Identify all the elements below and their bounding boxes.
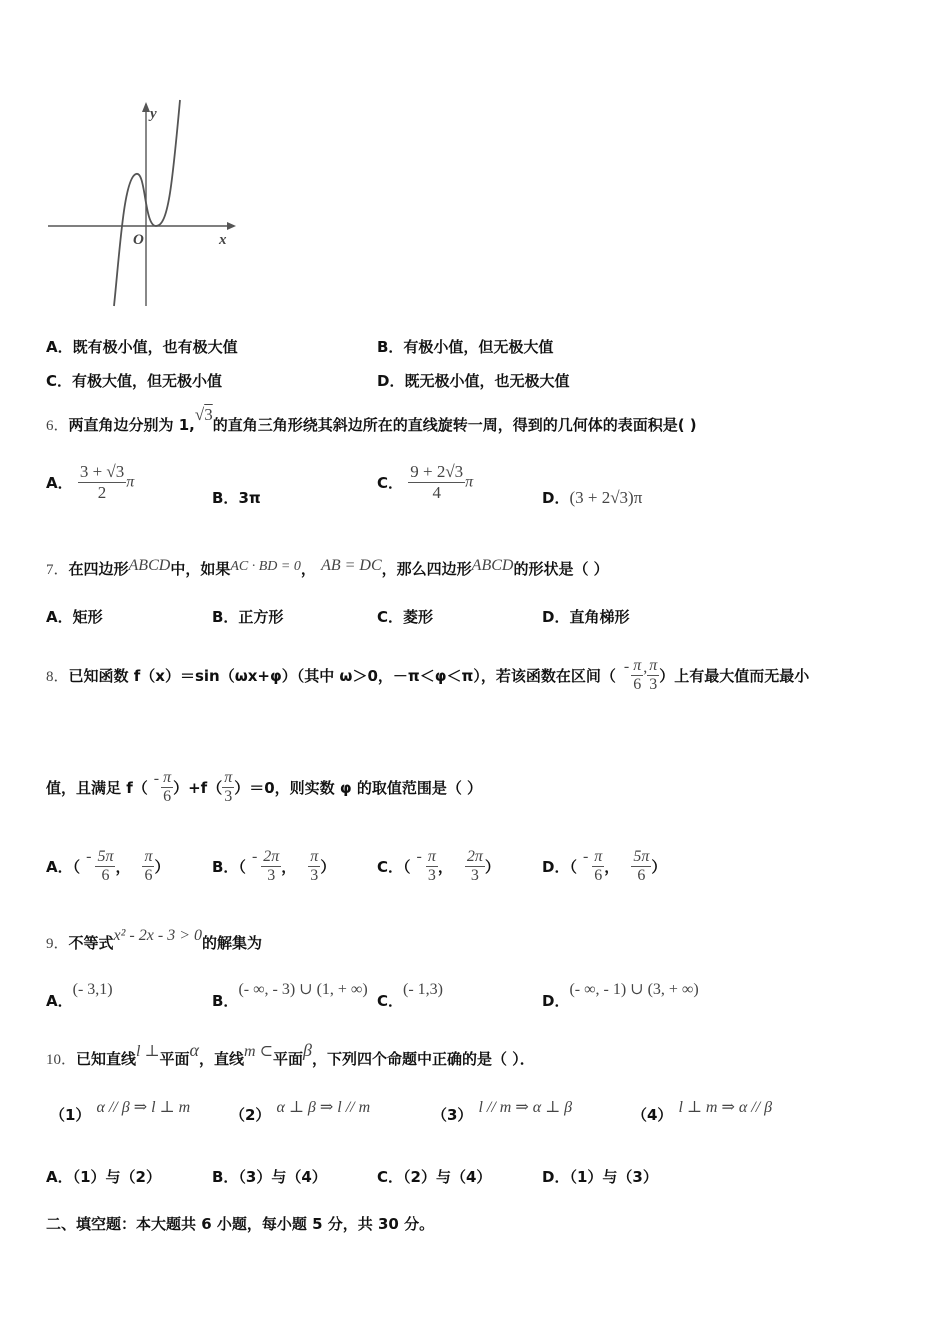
- q10-proposition-4: （4） l ⊥ m ⇒ α // β: [632, 1099, 773, 1124]
- q9-option-d[interactable]: D．(- ∞, - 1) ∪ (3, + ∞): [542, 981, 699, 1010]
- sqrt3-symbol: √3: [194, 405, 213, 424]
- q6-option-d[interactable]: D．(3 + 2√3)π: [542, 488, 643, 507]
- q7-option-a[interactable]: A．矩形: [46, 608, 103, 626]
- q5-option-d[interactable]: D．既无极小值，也无极大值: [377, 372, 570, 390]
- q6-option-a[interactable]: A． $\frac{3 + √3}{2}$ π: [46, 462, 135, 502]
- q7-option-b[interactable]: B．正方形: [212, 608, 284, 626]
- question-6: 6．两直角边分别为 1,√3的直角三角形绕其斜边所在的直线旋转一周，得到的几何体的表面积是( ): [46, 405, 697, 434]
- q10-proposition-2: （2） α ⊥ β ⇒ l // m: [230, 1099, 371, 1124]
- q10-option-b[interactable]: B．（3）与（4）: [212, 1168, 327, 1186]
- section-2-heading: 二、填空题：本大题共 6 小题，每小题 5 分，共 30 分。: [46, 1215, 435, 1233]
- question-9: 9．不等式x² - 2x - 3 > 0的解集为: [46, 927, 262, 952]
- q5-option-b[interactable]: B．有极小值，但无极大值: [377, 338, 554, 356]
- question-8-line-2: 值，且满足 f（ - $\frac{\pi}{6}$ ）+f（ $\frac{\pi}{3}$ ）＝0，则实数 φ 的取值范围是（ ）: [46, 768, 483, 805]
- q10-option-d[interactable]: D．（1）与（3）: [542, 1168, 658, 1186]
- question-10: 10．已知直线l ⊥平面α，直线m ⊂平面β，下列四个命题中正确的是（ ）．: [46, 1040, 535, 1068]
- q10-option-c[interactable]: C．（2）与（4）: [377, 1168, 492, 1186]
- q10-option-a[interactable]: A．（1）与（2）: [46, 1168, 161, 1186]
- q9-option-c[interactable]: C．(- 1,3): [377, 981, 443, 1010]
- q6-option-b[interactable]: B．3π: [212, 489, 261, 507]
- q8-option-c[interactable]: C．（ - $\frac{\pi}{3}$ ， $\frac{2\pi}{3}$ ）: [377, 847, 500, 884]
- q6-option-c[interactable]: C． $\frac{9 + 2√3}{4}$ π: [377, 462, 474, 502]
- cubic-function-graph: [44, 98, 250, 308]
- q8-option-a[interactable]: A．（ - $\frac{5\pi}{6}$ ， $\frac{\pi}{6}$ ）: [46, 847, 170, 884]
- x-axis-label: x: [219, 232, 227, 248]
- question-7: 7．在四边形ABCD中，如果AC · BD = 0， AB = DC，那么四边形ABCD的形状是（ ）: [46, 557, 609, 578]
- q5-option-c[interactable]: C．有极大值，但无极小值: [46, 372, 223, 390]
- q8-option-d[interactable]: D．（ - $\frac{\pi}{6}$ ， $\frac{5\pi}{6}$ ）: [542, 847, 667, 884]
- q9-option-b[interactable]: B．(- ∞, - 3) ∪ (1, + ∞): [212, 981, 368, 1010]
- q7-option-c[interactable]: C．菱形: [377, 608, 434, 626]
- question-8-line-1: 8． 已知函数 f（x）＝sin（ωx+φ）（其中 ω＞0，－π＜φ＜π），若该函数在区间（ - $\frac{\pi}{6}$ , $\frac{\pi}{3}$ ）上有最大值而无最小: [46, 656, 810, 693]
- q5-option-a[interactable]: A．既有极小值，也有极大值: [46, 338, 238, 356]
- q7-option-d[interactable]: D．直角梯形: [542, 608, 630, 626]
- q10-proposition-1: （1） α // β ⇒ l ⊥ m: [50, 1099, 191, 1124]
- q10-proposition-3: （3） l // m ⇒ α ⊥ β: [432, 1099, 573, 1124]
- origin-label: O: [133, 232, 144, 248]
- y-axis-label: y: [150, 106, 157, 122]
- q8-option-b[interactable]: B．（ - $\frac{2\pi}{3}$ ， $\frac{\pi}{3}$ ）: [212, 847, 336, 884]
- q9-option-a[interactable]: A．(- 3,1): [46, 981, 113, 1010]
